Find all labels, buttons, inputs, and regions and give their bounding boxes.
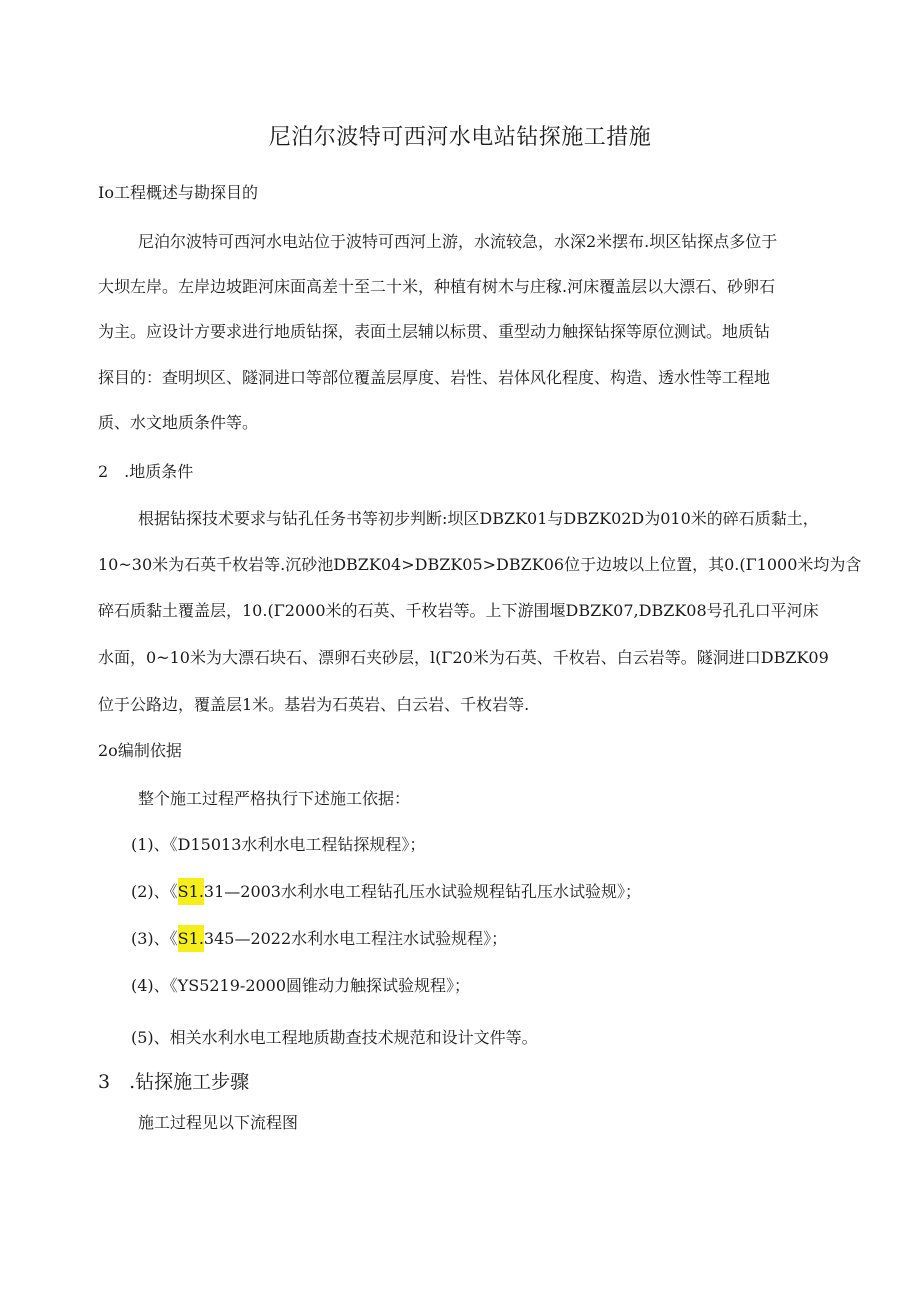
list-item-text: 345—2022水利水电工程注水试验规程》； bbox=[203, 929, 508, 948]
list-item-prefix: (4)、《 bbox=[131, 976, 178, 995]
paragraph-line: 施工过程见以下流程图 bbox=[138, 1113, 299, 1132]
paragraph-line: 位于公路边，覆盖层1米。基岩为石英岩、白云岩、千枚岩等. bbox=[98, 695, 530, 714]
paragraph-line: 探目的：查明坝区、隧洞进口等部位覆盖层厚度、岩性、岩体风化程度、构造、透水性等工程地 bbox=[98, 368, 771, 387]
paragraph-line: 整个施工过程严格执行下述施工依据： bbox=[138, 789, 411, 808]
list-item bbox=[131, 879, 641, 902]
paragraph-line: 大坝左岸。左岸边坡距河床面高差十至二十米，种植有树木与庄稼.河床覆盖层以大漂石、砂卵石 bbox=[98, 277, 776, 296]
list-item bbox=[131, 1025, 538, 1048]
paragraph-line: 为主。应设计方要求进行地质钻探，表面土层辅以标贯、重型动力触探钻探等原位测试。地质钻 bbox=[98, 322, 771, 341]
list-item-text: YS5219-2000圆锥动力触探试验规程》； bbox=[177, 976, 471, 995]
list-item-text: D15013水利水电工程钻探规程》； bbox=[177, 835, 426, 854]
paragraph-line: 质、水文地质条件等。 bbox=[98, 413, 259, 432]
highlighted-text: S1. bbox=[178, 878, 204, 905]
list-item-text: 31—2003水利水电工程钻孔压水试验规程钻孔压水试验规》； bbox=[203, 882, 641, 901]
paragraph-line: 尼泊尔波特可西河水电站位于波特可西河上游，水流较急，水深2米摆布.坝区钻探点多位于 bbox=[138, 232, 778, 251]
list-item bbox=[131, 832, 425, 855]
section-4-heading: 3 .钻探施工步骤 bbox=[98, 1071, 250, 1093]
paragraph-line: 10~30米为石英千枚岩等.沉砂池DBZK04>DBZK05>DBZK06位于边坡以上位置，其0.(Γ1000米均为含 bbox=[98, 555, 862, 574]
list-item-text: 相关水利水电工程地质勘查技术规范和设计文件等。 bbox=[169, 1028, 538, 1047]
paragraph-line: 水面，0~10米为大漂石块石、漂卵石夹砂层，l(Γ20米为石英、千枚岩、白云岩等。隧洞进口DBZK09 bbox=[98, 648, 829, 667]
paragraph-line: 碎石质黏土覆盖层，10.(Γ2000米的石英、千枚岩等。上下游围堰DBZK07,DBZK08号孔孔口平河床 bbox=[98, 601, 819, 620]
list-item-prefix: (5)、 bbox=[131, 1028, 170, 1047]
list-item-prefix: (1)、《 bbox=[131, 835, 178, 854]
paragraph-line: 根据钻探技术要求与钻孔任务书等初步判断:坝区DBZK01与DBZK02D为010米的碎石质黏土， bbox=[138, 509, 819, 528]
list-item-prefix: (2)、《 bbox=[131, 882, 178, 901]
highlighted-text: S1. bbox=[178, 925, 204, 952]
section-3-heading: 2o编制依据 bbox=[98, 741, 182, 760]
list-item bbox=[131, 973, 470, 996]
list-item-prefix: (3)、《 bbox=[131, 929, 178, 948]
section-1-heading: Io工程概述与勘探目的 bbox=[98, 183, 258, 202]
document-title: 尼泊尔波特可西河水电站钻探施工措施 bbox=[268, 125, 652, 150]
list-item bbox=[131, 926, 507, 949]
section-2-heading: 2 .地质条件 bbox=[98, 462, 194, 481]
